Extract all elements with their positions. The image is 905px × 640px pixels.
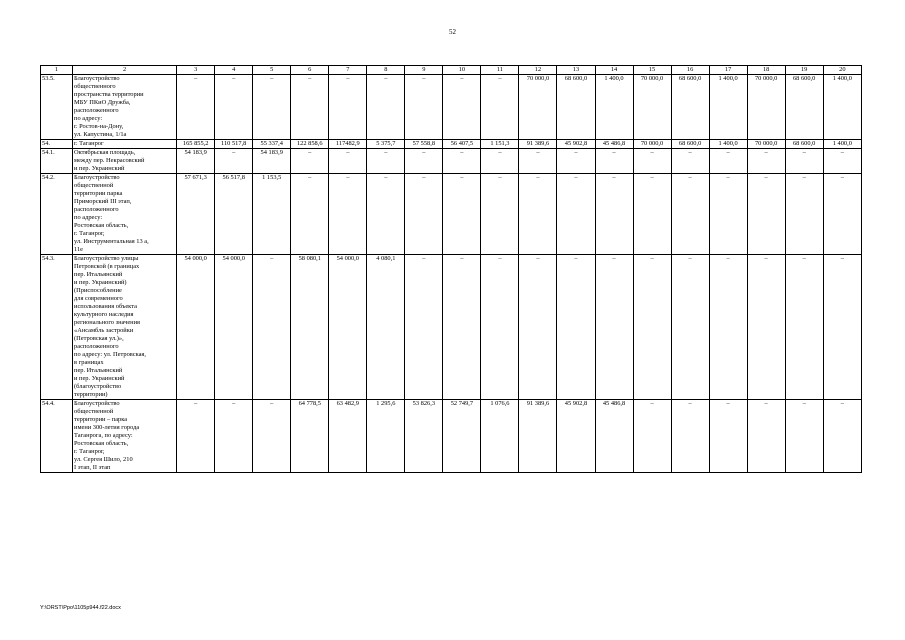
value-cell: 54 183,9 (253, 149, 291, 174)
value-cell: – (291, 174, 329, 255)
value-cell: – (367, 174, 405, 255)
value-cell: 1 295,6 (367, 400, 405, 473)
value-cell: 54 000,0 (177, 255, 215, 400)
row-number-cell: 53.5. (41, 75, 73, 140)
column-number-row (41, 66, 862, 75)
description-line: в границах (74, 359, 104, 366)
description-line: Таганрога, по адресу: (74, 432, 133, 439)
description-line: ул. Инструментальная 13 а, (74, 238, 149, 245)
value-cell: 55 337,4 (253, 140, 291, 149)
column-number-cell: 10 (443, 66, 481, 75)
description-line: имени 300-летия города (74, 424, 140, 431)
value-cell: 45 902,8 (557, 140, 595, 149)
value-cell: – (215, 149, 253, 174)
description-cell (73, 400, 177, 473)
description-line: Ростовская область, (74, 222, 129, 229)
description-line: расположенного (74, 206, 119, 213)
column-number-cell: 4 (215, 66, 253, 75)
value-cell: 58 080,1 (291, 255, 329, 400)
value-cell: – (557, 149, 595, 174)
page-number: 52 (449, 28, 456, 36)
value-cell: – (481, 149, 519, 174)
value-cell: – (405, 75, 443, 140)
value-cell: 1 400,0 (709, 75, 747, 140)
value-cell: – (557, 174, 595, 255)
value-cell: – (367, 149, 405, 174)
description-line: общественной (74, 182, 114, 189)
description-line: г. Ростов-на-Дону, (74, 123, 124, 130)
value-cell: – (443, 149, 481, 174)
value-cell: 68 600,0 (671, 75, 709, 140)
row-number-cell: 54.3. (41, 255, 73, 400)
description-line: пер. Итальянский (74, 367, 123, 374)
description-line: Приморский III этап, (74, 198, 132, 205)
column-number-cell: 16 (671, 66, 709, 75)
value-cell: 64 778,5 (291, 400, 329, 473)
column-number-cell: 6 (291, 66, 329, 75)
value-cell: – (215, 75, 253, 140)
description-line: 11е (74, 246, 84, 253)
description-line: и пер. Украинский (74, 375, 125, 382)
value-cell: – (823, 149, 861, 174)
description-line: Петровской (в границах (74, 263, 140, 270)
description-line: территории – парка (74, 416, 128, 423)
value-cell: 56 517,8 (215, 174, 253, 255)
value-cell: 54 183,9 (177, 149, 215, 174)
value-cell: – (215, 400, 253, 473)
value-cell: 5 375,7 (367, 140, 405, 149)
value-cell: – (823, 255, 861, 400)
value-cell: – (633, 255, 671, 400)
description-line: пер. Итальянский (74, 271, 123, 278)
column-number-cell: 19 (785, 66, 823, 75)
value-cell: – (177, 400, 215, 473)
value-cell: – (671, 174, 709, 255)
description-line: г. Таганрог (74, 140, 104, 147)
value-cell: 68 600,0 (785, 140, 823, 149)
column-number-cell: 3 (177, 66, 215, 75)
value-cell: – (747, 174, 785, 255)
description-line: (благоустройство (74, 383, 122, 390)
value-cell: 45 902,8 (557, 400, 595, 473)
description-cell (73, 174, 177, 255)
value-cell: – (709, 255, 747, 400)
value-cell: – (709, 400, 747, 473)
value-cell: 110 517,8 (215, 140, 253, 149)
value-cell: – (595, 174, 633, 255)
value-cell: 68 600,0 (557, 75, 595, 140)
column-number-cell: 13 (557, 66, 595, 75)
value-cell: – (747, 255, 785, 400)
value-cell: – (405, 255, 443, 400)
description-line: регионального значения (74, 319, 140, 326)
description-line: Октябрьская площадь, (74, 149, 136, 156)
value-cell: 70 000,0 (633, 140, 671, 149)
description-line: культурного наследия (74, 311, 134, 318)
value-cell: – (405, 174, 443, 255)
value-cell: 165 855,2 (177, 140, 215, 149)
description-line: расположенного (74, 107, 119, 114)
value-cell: – (785, 174, 823, 255)
value-cell: – (633, 400, 671, 473)
description-line: для современного (74, 295, 123, 302)
column-number-cell: 8 (367, 66, 405, 75)
column-number-cell: 11 (481, 66, 519, 75)
value-cell: – (709, 149, 747, 174)
value-cell: – (747, 149, 785, 174)
value-cell: 1 153,5 (253, 174, 291, 255)
value-cell: – (443, 255, 481, 400)
value-cell: – (633, 174, 671, 255)
description-line: Благоустройство (74, 174, 120, 181)
value-cell: 122 858,6 (291, 140, 329, 149)
value-cell: – (557, 255, 595, 400)
description-cell (73, 140, 177, 149)
value-cell: – (709, 174, 747, 255)
value-cell: 54 000,0 (329, 255, 367, 400)
table-row (41, 400, 862, 473)
column-number-cell: 2 (73, 66, 177, 75)
value-cell: 68 600,0 (785, 75, 823, 140)
footer-file-path: Y:\ORST\Ppo\1105p944.f22.docx (40, 605, 121, 611)
description-line: ул. Сергея Шило, 210 (74, 456, 133, 463)
value-cell: – (785, 149, 823, 174)
table-row (41, 75, 862, 140)
value-cell: – (671, 255, 709, 400)
value-cell: 57 558,8 (405, 140, 443, 149)
value-cell: – (595, 255, 633, 400)
description-line: МБУ ПКиО Дружба, (74, 99, 131, 106)
value-cell: – (671, 400, 709, 473)
description-line: общественной (74, 408, 114, 415)
value-cell: – (747, 400, 785, 473)
value-cell: – (481, 75, 519, 140)
description-line: и пер. Украинский (74, 165, 125, 172)
description-line: территории) (74, 391, 108, 398)
value-cell: 70 000,0 (633, 75, 671, 140)
column-number-cell: 18 (747, 66, 785, 75)
description-line: и пер. Украинский) (74, 279, 127, 286)
value-cell: – (443, 174, 481, 255)
description-cell (73, 75, 177, 140)
description-line: Благоустройство (74, 400, 120, 407)
value-cell: – (291, 75, 329, 140)
column-number-cell: 5 (253, 66, 291, 75)
value-cell: 70 000,0 (519, 75, 557, 140)
description-line: «Ансамбль застройки (74, 327, 134, 334)
description-cell (73, 255, 177, 400)
description-line: общественного (74, 83, 116, 90)
value-cell: 1 400,0 (823, 75, 861, 140)
value-cell: 1 076,6 (481, 400, 519, 473)
value-cell: 91 389,6 (519, 400, 557, 473)
value-cell: – (443, 75, 481, 140)
row-number-cell: 54.2. (41, 174, 73, 255)
column-number-cell: 1 (41, 66, 73, 75)
value-cell: 45 486,8 (595, 140, 633, 149)
value-cell: 63 482,9 (329, 400, 367, 473)
budget-table (40, 65, 862, 473)
value-cell: – (367, 75, 405, 140)
value-cell: – (253, 400, 291, 473)
description-line: по адресу: ул. Петровская, (74, 351, 146, 358)
value-cell: – (519, 174, 557, 255)
description-line: расположенного (74, 343, 119, 350)
description-line: I этап, II этап (74, 464, 111, 471)
column-number-cell: 9 (405, 66, 443, 75)
value-cell: – (177, 75, 215, 140)
description-line: между пер. Некрасовский (74, 157, 145, 164)
value-cell: 4 080,1 (367, 255, 405, 400)
value-cell: – (823, 400, 861, 473)
value-cell: 52 749,7 (443, 400, 481, 473)
table-row (41, 255, 862, 400)
value-cell: – (595, 149, 633, 174)
value-cell: – (481, 174, 519, 255)
value-cell: 1 400,0 (709, 140, 747, 149)
value-cell: – (671, 149, 709, 174)
column-number-cell: 17 (709, 66, 747, 75)
value-cell: 53 826,3 (405, 400, 443, 473)
row-number-cell: 54.1. (41, 149, 73, 174)
description-line: по адресу: (74, 214, 103, 221)
value-cell: 54 000,0 (215, 255, 253, 400)
row-number-cell: 54.4. (41, 400, 73, 473)
value-cell: 56 407,5 (443, 140, 481, 149)
description-cell (73, 149, 177, 174)
column-number-cell: 15 (633, 66, 671, 75)
description-line: (Приспособление (74, 287, 122, 294)
value-cell: 57 671,3 (177, 174, 215, 255)
description-line: использования объекта (74, 303, 137, 310)
description-line: ул. Капустина, 1/1а (74, 131, 127, 138)
column-number-cell: 7 (329, 66, 367, 75)
value-cell: – (785, 255, 823, 400)
table-row (41, 140, 862, 149)
description-line: г. Таганрог, (74, 448, 105, 455)
value-cell: 1 151,3 (481, 140, 519, 149)
value-cell: – (481, 255, 519, 400)
value-cell: – (633, 149, 671, 174)
description-line: г. Таганрог, (74, 230, 105, 237)
description-line: Благоустройство (74, 75, 120, 82)
value-cell: 45 486,8 (595, 400, 633, 473)
value-cell: 70 000,0 (747, 140, 785, 149)
value-cell: 91 389,6 (519, 140, 557, 149)
table-body (41, 66, 862, 473)
value-cell: – (519, 149, 557, 174)
value-cell: 70 000,0 (747, 75, 785, 140)
value-cell: 1 400,0 (823, 140, 861, 149)
value-cell: – (823, 174, 861, 255)
value-cell: – (329, 174, 367, 255)
value-cell: – (291, 149, 329, 174)
value-cell: – (253, 255, 291, 400)
value-cell: 117482,9 (329, 140, 367, 149)
table-row (41, 149, 862, 174)
column-number-cell: 14 (595, 66, 633, 75)
table-row (41, 174, 862, 255)
description-line: территории парка (74, 190, 123, 197)
value-cell: 68 600,0 (671, 140, 709, 149)
value-cell: 1 400,0 (595, 75, 633, 140)
row-number-cell: 54. (41, 140, 73, 149)
description-line: по адресу: (74, 115, 103, 122)
value-cell: – (329, 149, 367, 174)
description-line: (Петровская ул.)», (74, 335, 124, 342)
value-cell: – (253, 75, 291, 140)
value-cell: – (785, 400, 823, 473)
column-number-cell: 20 (823, 66, 861, 75)
value-cell: – (519, 255, 557, 400)
description-line: Благоустройство улицы (74, 255, 139, 262)
description-line: Ростовская область, (74, 440, 129, 447)
value-cell: – (405, 149, 443, 174)
description-line: пространства территории (74, 91, 144, 98)
value-cell: – (329, 75, 367, 140)
column-number-cell: 12 (519, 66, 557, 75)
